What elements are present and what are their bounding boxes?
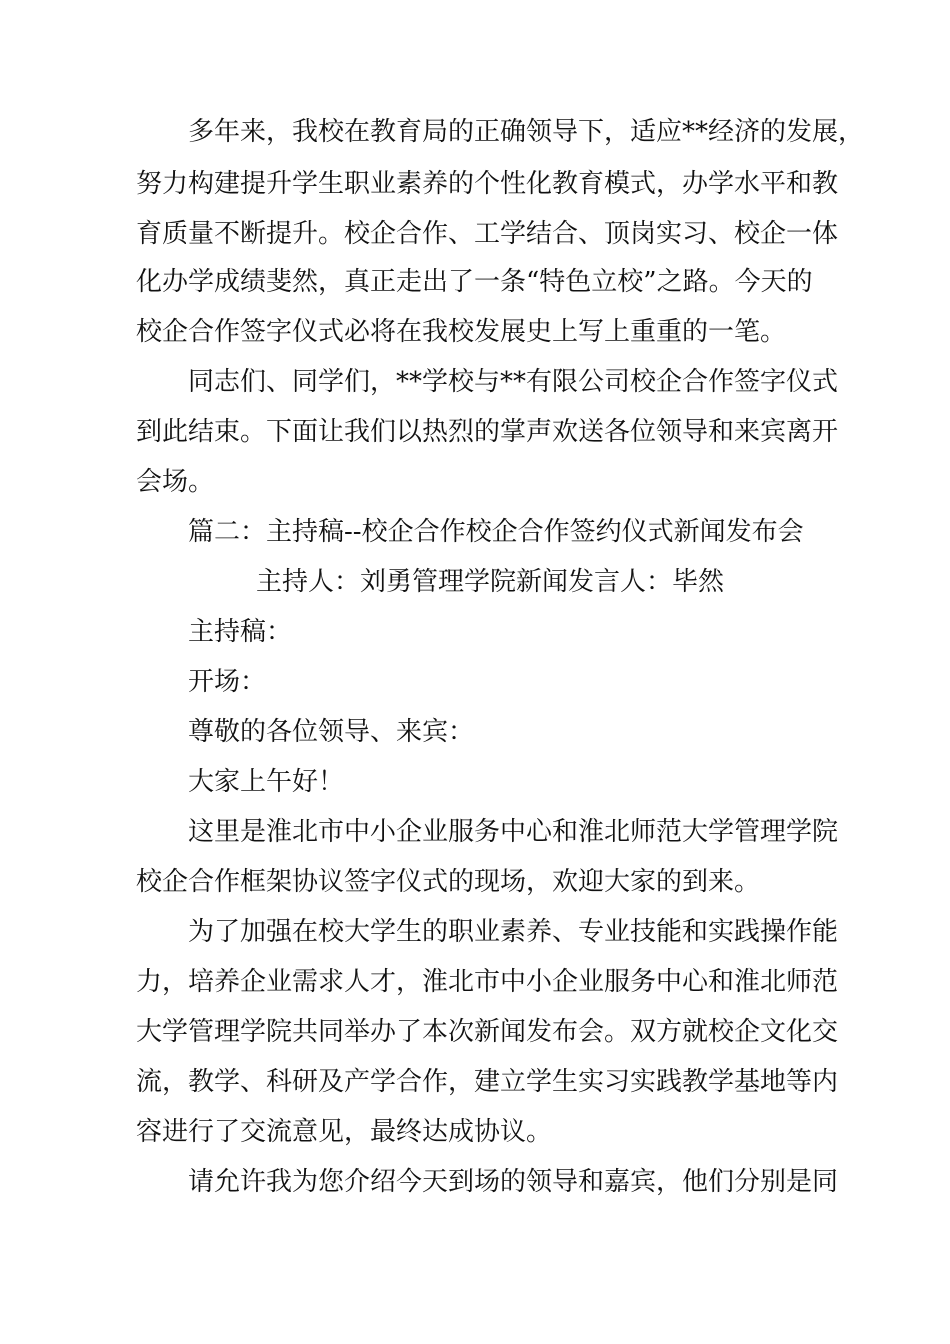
paragraph-line: 同志们、同学们，**学校与**有限公司校企合作签字仪式	[188, 367, 839, 397]
paragraph-line: 主持稿：	[188, 617, 293, 647]
paragraph-line: 校企合作签字仪式必将在我校发展史上写上重重的一笔。	[136, 317, 787, 347]
paragraph-line: 多年来，我校在教育局的正确领导下，适应**经济的发展，	[188, 117, 865, 147]
host-info-line: 主持人：刘勇管理学院新闻发言人：毕然	[256, 567, 725, 597]
paragraph-line: 尊敬的各位领导、来宾：	[188, 717, 475, 747]
paragraph-line: 力，培养企业需求人才，淮北市中小企业服务中心和淮北师范	[136, 967, 839, 997]
paragraph-line: 校企合作框架协议签字仪式的现场，欢迎大家的到来。	[136, 867, 761, 897]
paragraph-line: 会场。	[136, 467, 215, 497]
paragraph-line: 到此结束。下面让我们以热烈的掌声欢送各位领导和来宾离开	[136, 417, 839, 447]
paragraph-line: 努力构建提升学生职业素养的个性化教育模式，办学水平和教	[136, 169, 839, 199]
paragraph-line: 为了加强在校大学生的职业素养、专业技能和实践操作能	[188, 917, 839, 947]
paragraph-line: 大家上午好！	[188, 767, 345, 797]
paragraph-line: 流，教学、科研及产学合作，建立学生实习实践教学基地等内	[136, 1067, 839, 1097]
paragraph-line: 化办学成绩斐然，真正走出了一条“特色立校”之路。今天的	[136, 267, 813, 297]
paragraph-line: 大学管理学院共同举办了本次新闻发布会。双方就校企文化交	[136, 1017, 839, 1047]
section-heading: 篇二：主持稿--校企合作校企合作签约仪式新闻发布会	[188, 517, 804, 547]
paragraph-line: 容进行了交流意见，最终达成协议。	[136, 1117, 553, 1147]
paragraph-line: 育质量不断提升。校企合作、工学结合、顶岗实习、校企一体	[136, 219, 839, 249]
paragraph-line: 开场：	[188, 667, 267, 697]
paragraph-line: 这里是淮北市中小企业服务中心和淮北师范大学管理学院	[188, 817, 839, 847]
paragraph-line: 请允许我为您介绍今天到场的领导和嘉宾，他们分别是同	[188, 1167, 839, 1197]
